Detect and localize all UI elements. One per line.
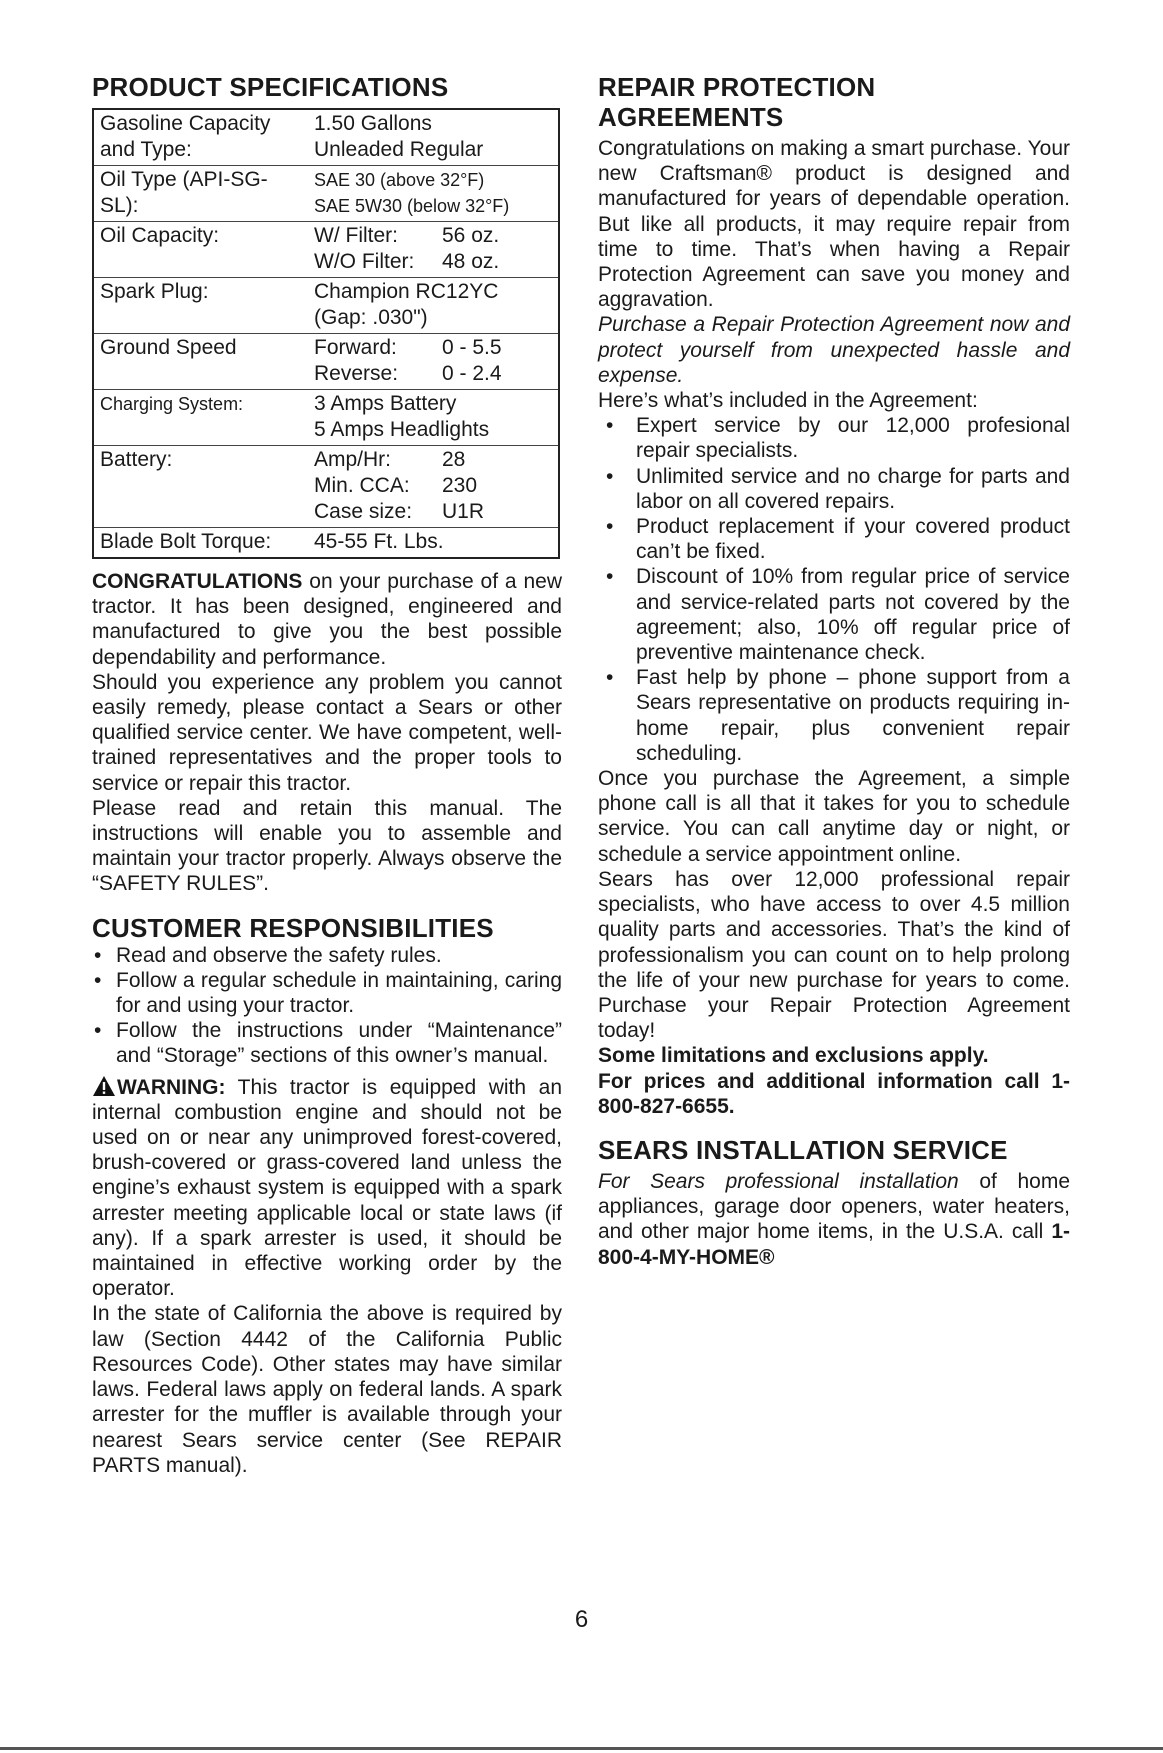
spec-row-charging-system — [93, 390, 559, 446]
list-item — [92, 968, 562, 1018]
installation-text: of home appliances, garage door openers, water heaters, and other major home items, in the U.S.A. call — [598, 1169, 1070, 1244]
spec-row-blade-bolt-torque — [93, 528, 559, 559]
spec-value-line: SAE 30 (above 32°F) — [314, 170, 485, 190]
installation-phone: 1-800-4-MY-HOME® — [598, 1220, 1070, 1269]
bullet-icon: • — [606, 464, 614, 488]
warning-paragraph — [92, 1075, 562, 1302]
congratulations-text: on your purchase of a new tractor. It has been designed, engineered and manufactured to give you the best possible dependability and performance. — [92, 570, 562, 669]
list-item — [598, 514, 1070, 564]
congratulations-paragraph — [92, 569, 562, 670]
spec-sub-key: Case size: — [314, 500, 413, 523]
right-column — [598, 72, 1070, 1270]
spec-sub-value: 56 oz. — [442, 224, 500, 247]
spec-sub-value: 0 - 2.4 — [442, 362, 502, 385]
manual-paragraph: Please read and retain this manual. The instructions will enable you to assemble and maintain your tractor properly. Always observe the “SAFETY RULES”. — [92, 796, 562, 896]
spec-value-line — [314, 335, 554, 361]
spec-value — [310, 278, 559, 334]
spec-sub-key: Reverse: — [314, 362, 399, 385]
list-item-text: Follow a regular schedule in maintaining, caring for and using your tractor. — [116, 968, 562, 1018]
spec-value — [310, 528, 559, 559]
spec-label: Charging System: — [93, 390, 310, 446]
spec-label: Battery: — [93, 446, 310, 528]
prices-info-text: For prices and additional information call 1-800-827-6655. — [598, 1069, 1070, 1118]
warning-text: This tractor is equipped with an internal combustion engine and should not be used on or near any unimproved forest-covered, brush-covered or grass-covered land unless the engine’s exhaust system is equipped with a spark arrester meeting applicable local or state laws (if any). If a spark arrester is used, it should be maintained in effective working order by the operator. — [92, 1075, 562, 1301]
left-column — [92, 72, 562, 1478]
spec-value — [310, 222, 559, 278]
spec-sub-key: Forward: — [314, 336, 397, 359]
spec-row-battery — [93, 446, 559, 528]
repair-italic-paragraph: Purchase a Repair Protection Agreement now and protect yourself from unexpected hassle and expense. — [598, 313, 1070, 387]
responsibilities-list — [92, 943, 562, 1069]
list-item — [598, 413, 1070, 463]
repair-intro-paragraph: Congratulations on making a smart purchase. Your new Craftsman® product is designed and manufactured for years of dependable operation. But like all products, it may require repair from time to time. That’s when having a Repair Protection Agreement can save you money and aggravation. — [598, 137, 1070, 312]
list-item — [92, 943, 562, 968]
spec-sub-key: Min. CCA: — [314, 474, 410, 497]
spec-label: Ground Speed — [93, 334, 310, 390]
bullet-icon: • — [94, 1019, 102, 1043]
repair-protection-heading-line1: REPAIR PROTECTION — [598, 72, 876, 102]
spec-value-line: Champion RC12YC — [314, 280, 499, 303]
spec-value — [310, 334, 559, 390]
installation-italic: For Sears professional installation — [598, 1169, 959, 1193]
spec-row-spark-plug — [93, 278, 559, 334]
spec-row-oil-capacity — [93, 222, 559, 278]
list-item — [92, 1018, 562, 1068]
included-list — [598, 413, 1070, 766]
spec-sub-value: 0 - 5.5 — [442, 336, 502, 359]
spec-value — [310, 390, 559, 446]
spec-label: Blade Bolt Torque: — [93, 528, 310, 559]
list-item-text: Fast help by phone – phone support from a Sears representative on products requiring in-home repair, plus convenient repair scheduling. — [636, 666, 1070, 765]
spec-label: Oil Capacity: — [93, 222, 310, 278]
spec-value-line — [314, 499, 554, 525]
spec-value — [310, 166, 559, 222]
spec-value — [310, 446, 559, 528]
list-item-text: Product replacement if your covered product can’t be fixed. — [636, 515, 1070, 564]
spec-value-line — [314, 249, 554, 275]
spec-sub-key: W/ Filter: — [314, 224, 398, 247]
spec-sub-value: 230 — [442, 474, 478, 497]
limitations-text: Some limitations and exclusions apply. — [598, 1044, 989, 1068]
spec-sub-value: 28 — [442, 448, 466, 471]
spec-sub-key: Amp/Hr: — [314, 448, 392, 471]
spec-value — [310, 109, 559, 166]
warning-triangle-icon — [92, 1075, 116, 1097]
spec-row-gasoline — [93, 109, 559, 166]
spec-sub-value: 48 oz. — [442, 250, 500, 273]
spec-label: Gasoline Capacity and Type: — [93, 109, 310, 166]
spec-row-ground-speed — [93, 334, 559, 390]
spec-value-line: (Gap: .030") — [314, 306, 428, 329]
spec-value-line — [314, 447, 554, 473]
spec-value-line: SAE 5W30 (below 32°F) — [314, 196, 510, 216]
list-item-text: Unlimited service and no charge for parts and labor on all covered repairs. — [636, 464, 1070, 513]
page-number: 6 — [574, 1606, 589, 1633]
bullet-icon: • — [94, 968, 102, 992]
spec-value-line: Unleaded Regular — [314, 138, 484, 161]
product-specifications-heading: PRODUCT SPECIFICATIONS — [92, 72, 449, 102]
spec-sub-value: U1R — [442, 500, 485, 523]
bullet-icon: • — [606, 515, 614, 539]
spec-value-line: 5 Amps Headlights — [314, 418, 490, 441]
sears-paragraph: Sears has over 12,000 professional repair specialists, who have access to over 4.5 million quality parts and accessories. That’s the kind of professionalism you can count on to help prolong the life of your new purchase for years to come. Purchase your Repair Protection Agreement today! — [598, 867, 1070, 1043]
specifications-table — [92, 108, 560, 559]
spec-label: Spark Plug: — [93, 278, 310, 334]
sears-installation-heading: SEARS INSTALLATION SERVICE — [598, 1134, 1008, 1165]
bullet-icon: • — [606, 666, 614, 690]
spec-value-line — [314, 473, 554, 499]
list-item — [598, 564, 1070, 665]
installation-paragraph — [598, 1169, 1070, 1270]
spec-value-line — [314, 223, 554, 249]
included-intro: Here’s what’s included in the Agreement: — [598, 389, 978, 413]
list-item-text: Discount of 10% from regular price of service and service-related parts not covered by the agreement; also, 10% off regular price of preventive maintenance check. — [636, 565, 1070, 665]
service-paragraph: Should you experience any problem you cannot easily remedy, please contact a Sears or other qualified service center. We have competent, well-trained representatives and the proper tools to service or repair this tractor. — [92, 670, 562, 795]
repair-protection-heading-line2: AGREEMENTS — [598, 102, 784, 132]
bullet-icon: • — [94, 943, 102, 967]
warning-label: WARNING: — [117, 1075, 226, 1099]
list-item-text: Read and observe the safety rules. — [116, 943, 442, 967]
california-paragraph: In the state of California the above is required by law (Section 4442 of the California Public Resources Code). Other states may have similar laws. Federal laws apply on federal lands. A spark arrester for the muffler is available through your nearest Sears service center (See REPAIR PARTS manual). — [92, 1302, 562, 1477]
bullet-icon: • — [606, 565, 614, 589]
bottom-rule — [0, 1747, 1163, 1750]
list-item — [598, 464, 1070, 514]
once-paragraph: Once you purchase the Agreement, a simple phone call is all that it takes for you to schedule service. You can call anytime day or night, or schedule a service appointment online. — [598, 767, 1070, 866]
spec-value-line: 3 Amps Battery — [314, 392, 457, 415]
customer-responsibilities-heading: CUSTOMER RESPONSIBILITIES — [92, 912, 494, 943]
congratulations-lead: CONGRATULATIONS — [92, 570, 303, 593]
spec-value-line — [314, 361, 554, 387]
bullet-icon: • — [606, 414, 614, 438]
list-item-text: Expert service by our 12,000 profesional repair specialists. — [636, 414, 1070, 463]
list-item-text: Follow the instructions under “Maintenance” and “Storage” sections of this owner’s manual. — [116, 1019, 562, 1068]
spec-sub-key: W/O Filter: — [314, 250, 415, 273]
spec-value-line: 1.50 Gallons — [314, 112, 432, 135]
list-item — [598, 665, 1070, 766]
spec-label: Oil Type (API-SG-SL): — [93, 166, 310, 222]
spec-row-oil-type — [93, 166, 559, 222]
spec-value-line: 45-55 Ft. Lbs. — [314, 530, 444, 553]
